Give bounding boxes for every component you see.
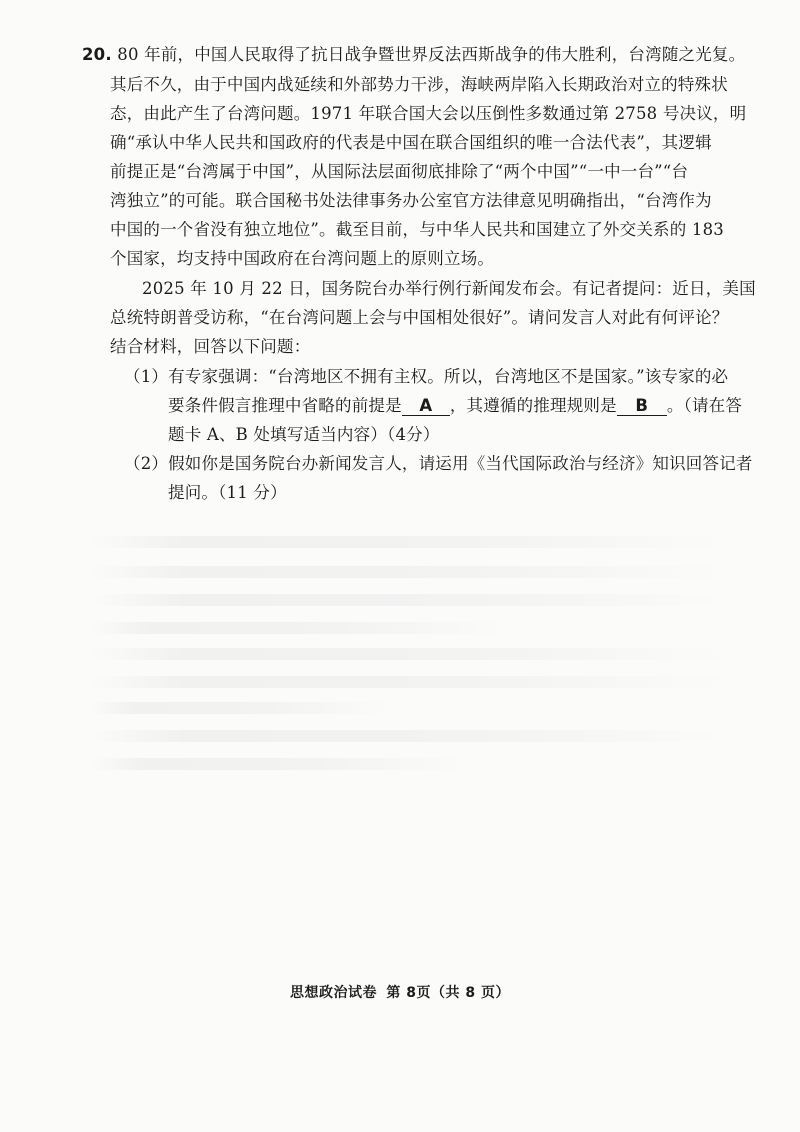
material-text: 前提正是“台湾属于中国”，从国际法层面彻底排除了“两个中国”“一中一台”“台 bbox=[110, 162, 689, 181]
question-material-line bbox=[110, 161, 688, 183]
footer-subject: 思想政治试卷 bbox=[290, 985, 377, 1001]
footer-page-number: 第 8页（共 8 页） bbox=[386, 985, 510, 1001]
bleed-through-line bbox=[90, 676, 730, 688]
paragraph2-line bbox=[110, 307, 728, 329]
material-text: 80 年前，中国人民取得了抗日战争暨世界反法西斯战争的伟大胜利，台湾随之光复。 bbox=[117, 45, 746, 64]
material-text: 态，由此产生了台湾问题。1971 年联合国大会以压倒性多数通过第 2758 号决议，明 bbox=[110, 104, 747, 123]
material-text: 确“承认中华人民共和国政府的代表是中国在联合国组织的唯一合法代表”，其逻辑 bbox=[110, 133, 712, 152]
question-material-line bbox=[110, 132, 712, 154]
paragraph2-text: 2025 年 10 月 22 日，国务院台办举行例行新闻发布会。有记者提问：近日，美国 bbox=[142, 279, 756, 298]
bleed-through-line bbox=[90, 702, 390, 714]
subquestion-2-text: （2）假如你是国务院台办新闻发言人，请运用《当代国际政治与经济》知识回答记者 bbox=[124, 454, 753, 473]
bleed-through-line bbox=[90, 730, 730, 742]
subquestion-1-line bbox=[168, 395, 742, 417]
bleed-through-line bbox=[90, 622, 510, 634]
material-text: 其后不久，由于中国内战延续和外部势力干涉，海峡两岸陷入长期政治对立的特殊状 bbox=[110, 75, 728, 94]
subquestion-1-text: 题卡 A、B 处填写适当内容）（4分） bbox=[168, 425, 440, 444]
question-material-line bbox=[110, 248, 494, 270]
paragraph2-text: 总统特朗普受访称，“在台湾问题上会与中国相处很好”。请问发言人对此有何评论？ bbox=[110, 308, 729, 327]
paragraph2-line bbox=[142, 278, 756, 300]
subquestion-2-line bbox=[124, 453, 753, 475]
bleed-through-line bbox=[90, 594, 730, 606]
instruction-text: 结合材料，回答以下问题： bbox=[110, 337, 311, 356]
material-text: 湾独立”的可能。联合国秘书处法律事务办公室官方法律意见明确指出，“台湾作为 bbox=[110, 191, 712, 210]
instruction-line bbox=[110, 336, 310, 358]
bleed-through-line bbox=[90, 648, 730, 660]
question-material-line bbox=[110, 219, 724, 241]
answer-blank-b[interactable]: B bbox=[617, 397, 667, 416]
material-text: 中国的一个省没有独立地位”。截至目前，与中华人民共和国建立了外交关系的 183 bbox=[110, 220, 724, 239]
material-text: 个国家，均支持中国政府在台湾问题上的原则立场。 bbox=[110, 249, 495, 268]
question-material-line bbox=[82, 44, 745, 66]
subquestion-2-text: 提问。（11 分） bbox=[168, 483, 287, 502]
bleed-through-line bbox=[90, 758, 470, 770]
subquestion-1-text: 要条件假言推理中省略的前提是 bbox=[168, 396, 402, 415]
question-material-line bbox=[110, 103, 746, 125]
subquestion-1-text: ，其遵循的推理规则是 bbox=[449, 396, 617, 415]
bleed-through-line bbox=[90, 536, 730, 548]
subquestion-1-line bbox=[168, 424, 440, 446]
bleed-through-line bbox=[90, 566, 730, 578]
page-footer bbox=[0, 982, 800, 1002]
subquestion-1-line bbox=[124, 366, 728, 388]
subquestion-1-text: 。（请在答 bbox=[666, 396, 743, 415]
subquestion-2-line bbox=[168, 482, 287, 504]
question-number: 20. bbox=[82, 45, 112, 64]
answer-blank-a[interactable]: A bbox=[402, 397, 450, 416]
question-material-line bbox=[110, 74, 728, 96]
subquestion-1-text: （1）有专家强调：“台湾地区不拥有主权。所以，台湾地区不是国家。”该专家的必 bbox=[124, 367, 729, 386]
question-material-line bbox=[110, 190, 712, 212]
